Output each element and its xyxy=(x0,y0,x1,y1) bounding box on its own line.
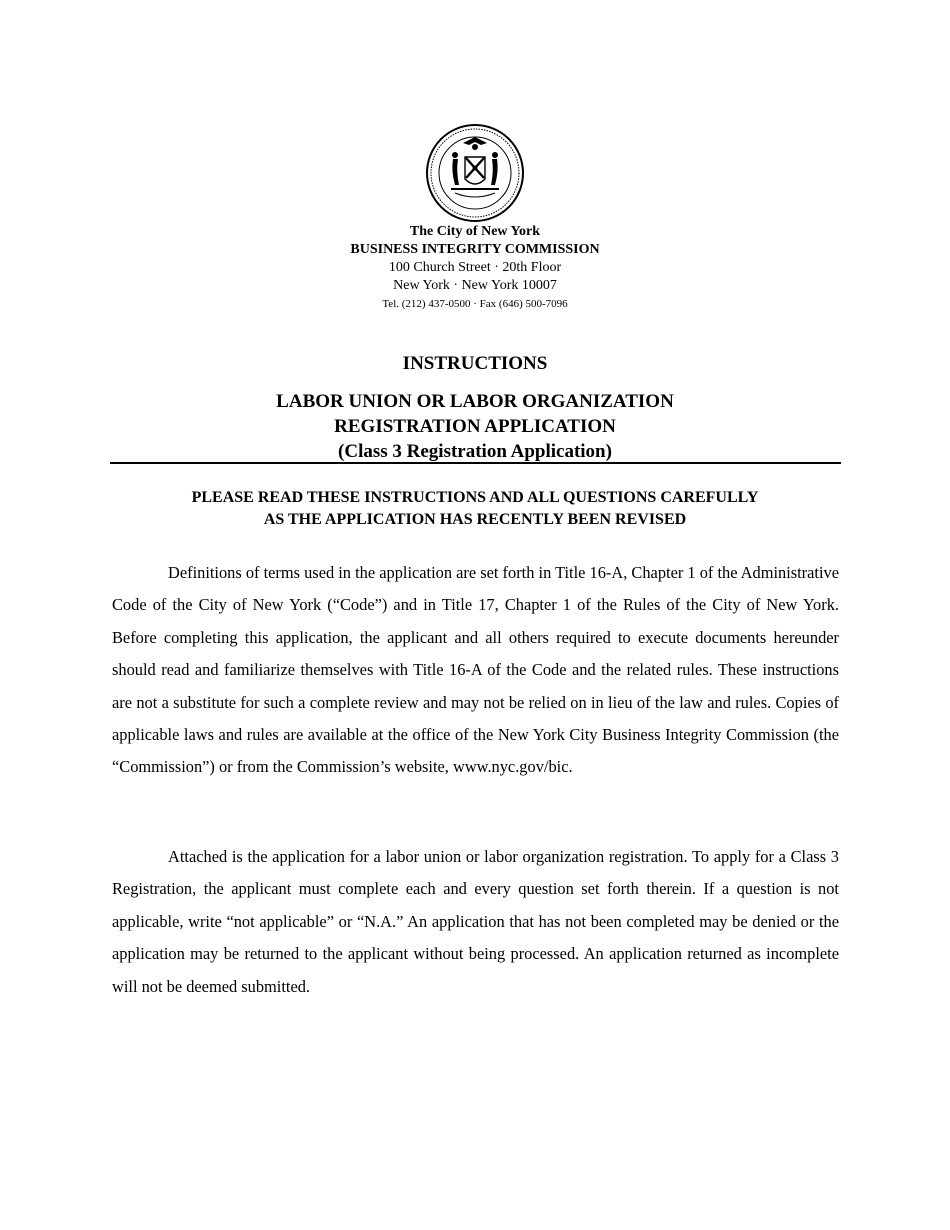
letterhead-address-line1: 100 Church Street · 20th Floor xyxy=(388,260,562,275)
definitions-paragraph: Definitions of terms used in the application are set forth in Title 16-A, Chapter 1 of the Administrative Code of the City of New York (“Code”) and in Title 17, Chapter 1 of the Rules of the City of New York. Before completing this application, the applicant and all others required to execute documents hereunder should read and familiarize themselves with Title 16-A of the Code and the related rules. These instructions are not a substitute for such a complete review and may not be relied on in lieu of the law and rules. Copies of applicable laws and rules are available at the office of the New York City Business Integrity Commission (the “Commission”) or from the Commission’s website, www.nyc.gov/bic. xyxy=(112,563,839,777)
form-title-line2: REGISTRATION APPLICATION xyxy=(334,416,616,437)
notice-line2: AS THE APPLICATION HAS RECENTLY BEEN REVISED xyxy=(263,511,687,528)
nyc-seal-icon xyxy=(425,123,525,223)
form-title-line3: (Class 3 Registration Application) xyxy=(338,441,612,462)
title-divider xyxy=(110,462,841,464)
letterhead-agency: BUSINESS INTEGRITY COMMISSION xyxy=(350,242,600,257)
page-title: INSTRUCTIONS xyxy=(402,353,548,374)
notice-line1: PLEASE READ THESE INSTRUCTIONS AND ALL QUESTIONS CAREFULLY xyxy=(191,489,759,506)
form-title-line1: LABOR UNION OR LABOR ORGANIZATION xyxy=(276,391,674,412)
letterhead-address-line2: New York · New York 10007 xyxy=(393,278,557,293)
application-paragraph: Attached is the application for a labor union or labor organization registration. To apply for a Class 3 Registration, the applicant must complete each and every question set forth therein. If a question is not applicable, write “not applicable” or “N.A.” An application that has not been completed may be denied or the application may be returned to the applicant without being processed. An application returned as incomplete will not be deemed submitted. xyxy=(112,847,839,996)
letterhead-city: The City of New York xyxy=(409,224,541,239)
letterhead-phone-fax: Tel. (212) 437-0500 · Fax (646) 500-7096 xyxy=(382,298,568,310)
